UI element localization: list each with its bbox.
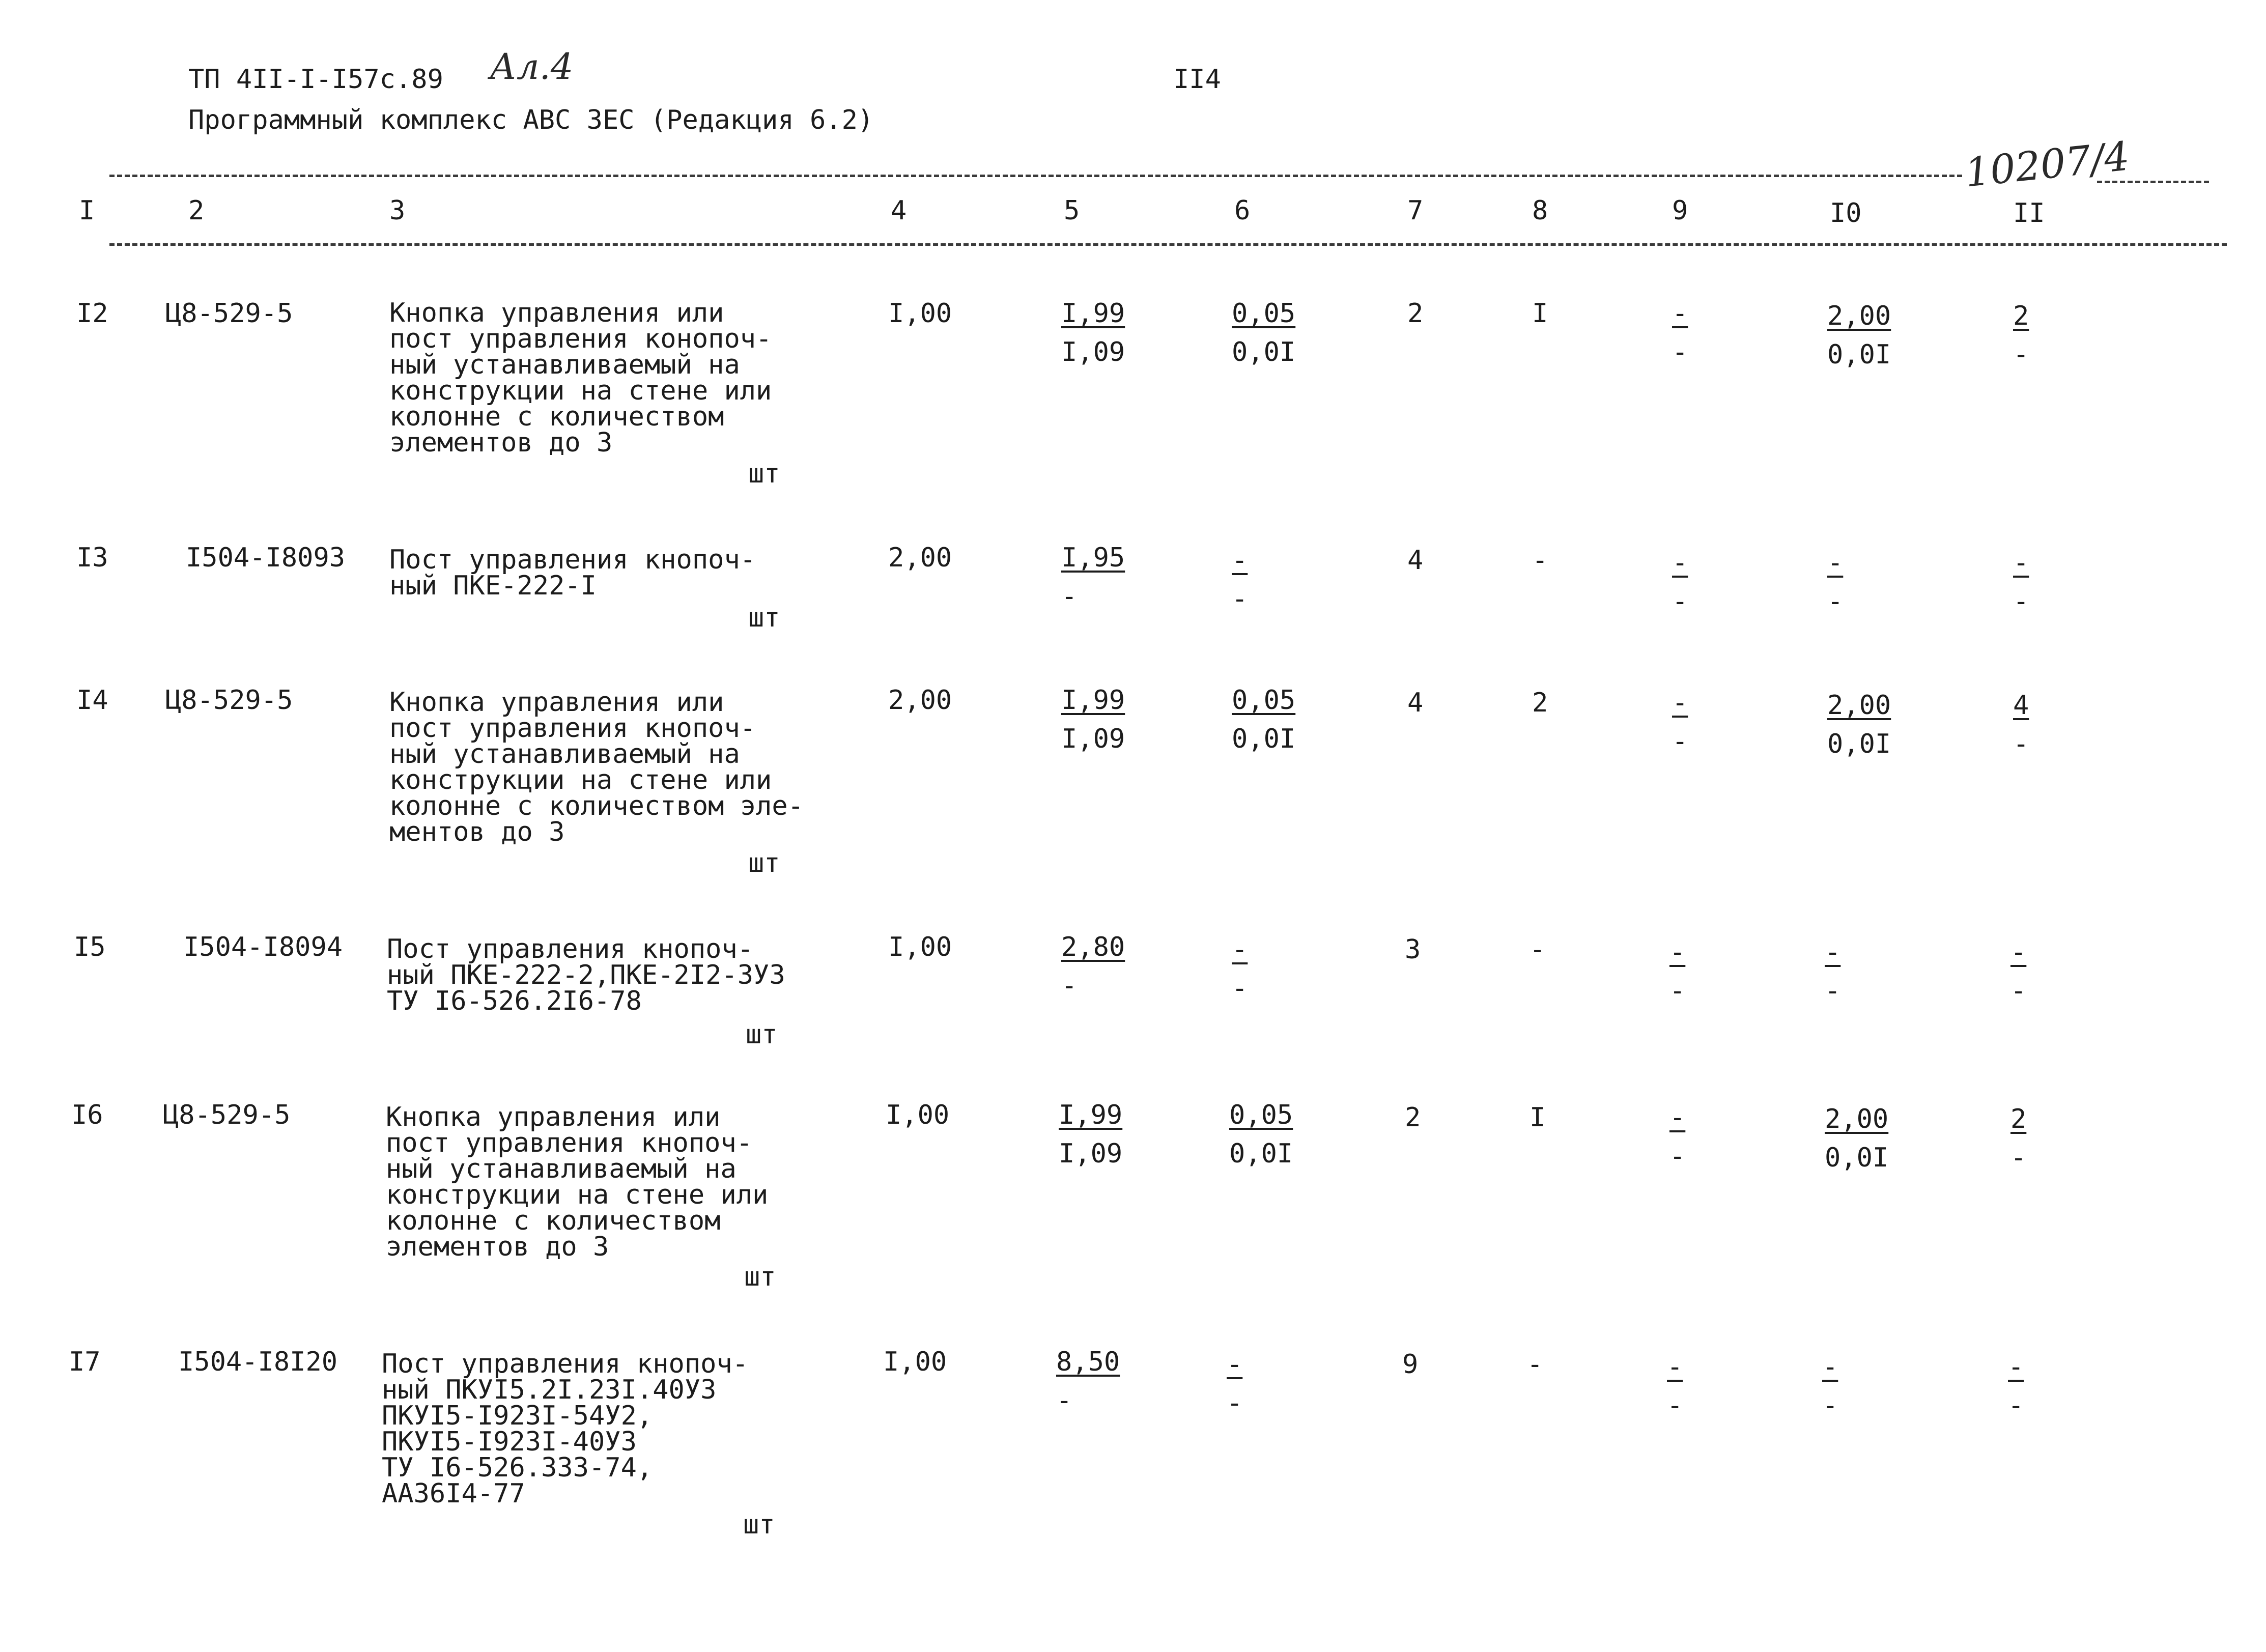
unit-of-measure: шт (748, 603, 780, 633)
cost-fraction-col6: $\frac{0,05}{0,0I}$ (1232, 298, 1296, 367)
row-number: I6 (71, 1100, 103, 1130)
column-header: I (79, 195, 95, 226)
rate-code: I504-I8093 (186, 543, 346, 573)
quantity: 2,00 (888, 543, 952, 573)
unit-of-measure: шт (748, 459, 780, 489)
column-header: II (2013, 198, 2045, 229)
col8-value: - (1527, 1349, 1543, 1380)
row-number: I2 (76, 298, 108, 329)
header-rule-top (109, 175, 1962, 177)
cost-fraction-col5: 2,80 - (1061, 932, 1125, 1001)
rate-code: Ц8-529-5 (165, 685, 293, 716)
cost-fraction-col6: $\frac{0,05}{0,0I}$ (1232, 685, 1296, 754)
cost-fraction-col5: $\frac{I,99}{I,09}$ (1061, 685, 1125, 754)
item-description: Пост управления кнопоч- ный ПКЕ-222-I (389, 545, 756, 601)
unit-of-measure: шт (746, 1019, 778, 1050)
column-header: 3 (389, 195, 406, 226)
col7-value: 4 (1407, 545, 1424, 576)
col8-value: I (1529, 1102, 1546, 1133)
column-header: 9 (1672, 195, 1688, 226)
cost-fraction-col5: I,95 - (1061, 543, 1125, 612)
quantity: I,00 (883, 1347, 947, 1377)
cost-fraction-col5: 8,50 - (1056, 1347, 1120, 1416)
quantity: 2,00 (888, 685, 952, 716)
rate-code: I504-I8094 (183, 932, 343, 962)
cost-fraction-col9: - - (1672, 688, 1688, 757)
col7-value: 4 (1407, 688, 1424, 718)
column-header: 7 (1407, 195, 1424, 226)
cost-fraction-col5: $\frac{I,99}{I,09}$ (1061, 298, 1125, 367)
cost-fraction-col10: - - (1827, 548, 1844, 617)
unit-of-measure: шт (748, 848, 780, 878)
item-description: Пост управления кнопоч- ный ПКУI5.2I.23I.40У3 ПКУI5-I923I-54У2, ПКУI5-I923I-40У3 ТУ I6-526.333-74, АА36I4-77 (382, 1349, 749, 1509)
cost-fraction-col10: - - (1822, 1352, 1838, 1421)
handwritten-sheet-mark: Ал.4 (490, 46, 574, 88)
cost-fraction-col11: - - (2010, 937, 2027, 1006)
col7-value: 2 (1407, 298, 1424, 329)
quantity: I,00 (888, 298, 952, 329)
cost-fraction-col6: - - (1227, 1349, 1243, 1418)
row-number: I4 (76, 685, 108, 716)
col7-value: 9 (1402, 1349, 1419, 1380)
cost-fraction-col9: - - (1669, 937, 1686, 1006)
column-header: 5 (1064, 195, 1080, 226)
col8-value: - (1532, 545, 1548, 576)
header-rule-top-tail (2097, 181, 2209, 183)
quantity: I,00 (888, 932, 952, 962)
col7-value: 3 (1405, 934, 1421, 965)
quantity: I,00 (886, 1100, 950, 1130)
cost-fraction-col10: - - (1825, 937, 1841, 1006)
column-header: 8 (1532, 195, 1548, 226)
program-title: Программный комплекс АВС 3ЕС (Редакция 6.2) (188, 105, 874, 135)
rate-code: Ц8-529-5 (165, 298, 293, 329)
item-description: Кнопка управления или пост управления конопоч- ный устанавливаемый на конструкции на стене или колонне с количеством элементов до 3 (389, 298, 772, 458)
doc-code: ТП 4II-I-I57с.89 (188, 64, 443, 95)
cost-fraction-col9: - - (1667, 1352, 1683, 1421)
cost-fraction-col9: - - (1672, 298, 1688, 367)
column-header: 2 (188, 195, 205, 226)
row-number: I7 (69, 1347, 101, 1377)
row-number: I3 (76, 543, 108, 573)
unit-of-measure: шт (743, 1509, 775, 1540)
cost-fraction-col11: - - (2008, 1352, 2024, 1421)
cost-fraction-col11: 2 - (2013, 301, 2029, 370)
unit-of-measure: шт (744, 1262, 776, 1292)
cost-fraction-col10: $\frac{2,00}{0,0I}$ (1827, 301, 1891, 370)
page-number: II4 (1173, 64, 1221, 95)
cost-fraction-col10: $\frac{2,00}{0,0I}$ (1827, 690, 1891, 759)
cost-fraction-col11: - - (2013, 548, 2029, 617)
cost-fraction-col9: - - (1669, 1102, 1686, 1172)
cost-fraction-col6: - - (1232, 934, 1248, 1004)
col8-value: I (1532, 298, 1548, 329)
col8-value: 2 (1532, 688, 1548, 718)
item-description: Кнопка управления или пост управления кнопоч- ный устанавливаемый на конструкции на стене или колонне с количеством элементов до 3 (386, 1102, 769, 1262)
cost-fraction-col6: - - (1232, 545, 1248, 614)
cost-fraction-col11: 2 - (2010, 1104, 2027, 1173)
cost-fraction-col11: 4 - (2013, 690, 2029, 759)
item-description: Кнопка управления или пост управления кнопоч- ный устанавливаемый на конструкции на стене или колонне с количеством эле- ментов до 3 (389, 687, 804, 847)
col7-value: 2 (1405, 1102, 1421, 1133)
col8-value: - (1529, 934, 1546, 965)
rate-code: I504-I8I20 (178, 1347, 338, 1377)
handwritten-reference: 10207/4 (1963, 133, 2132, 196)
row-number: I5 (74, 932, 106, 962)
column-header: I0 (1830, 198, 1862, 229)
header-rule-bottom (109, 243, 2227, 246)
cost-fraction-col9: - - (1672, 548, 1688, 617)
item-description: Пост управления кнопоч- ный ПКЕ-222-2,ПКЕ-2I2-3У3 ТУ I6-526.2I6-78 (387, 934, 785, 1016)
column-header: 4 (891, 195, 907, 226)
cost-fraction-col6: $\frac{0,05}{0,0I}$ (1229, 1100, 1293, 1169)
column-header: 6 (1234, 195, 1251, 226)
rate-code: Ц8-529-5 (163, 1100, 291, 1130)
cost-fraction-col10: $\frac{2,00}{0,0I}$ (1825, 1104, 1889, 1173)
cost-fraction-col5: $\frac{I,99}{I,09}$ (1059, 1100, 1123, 1169)
